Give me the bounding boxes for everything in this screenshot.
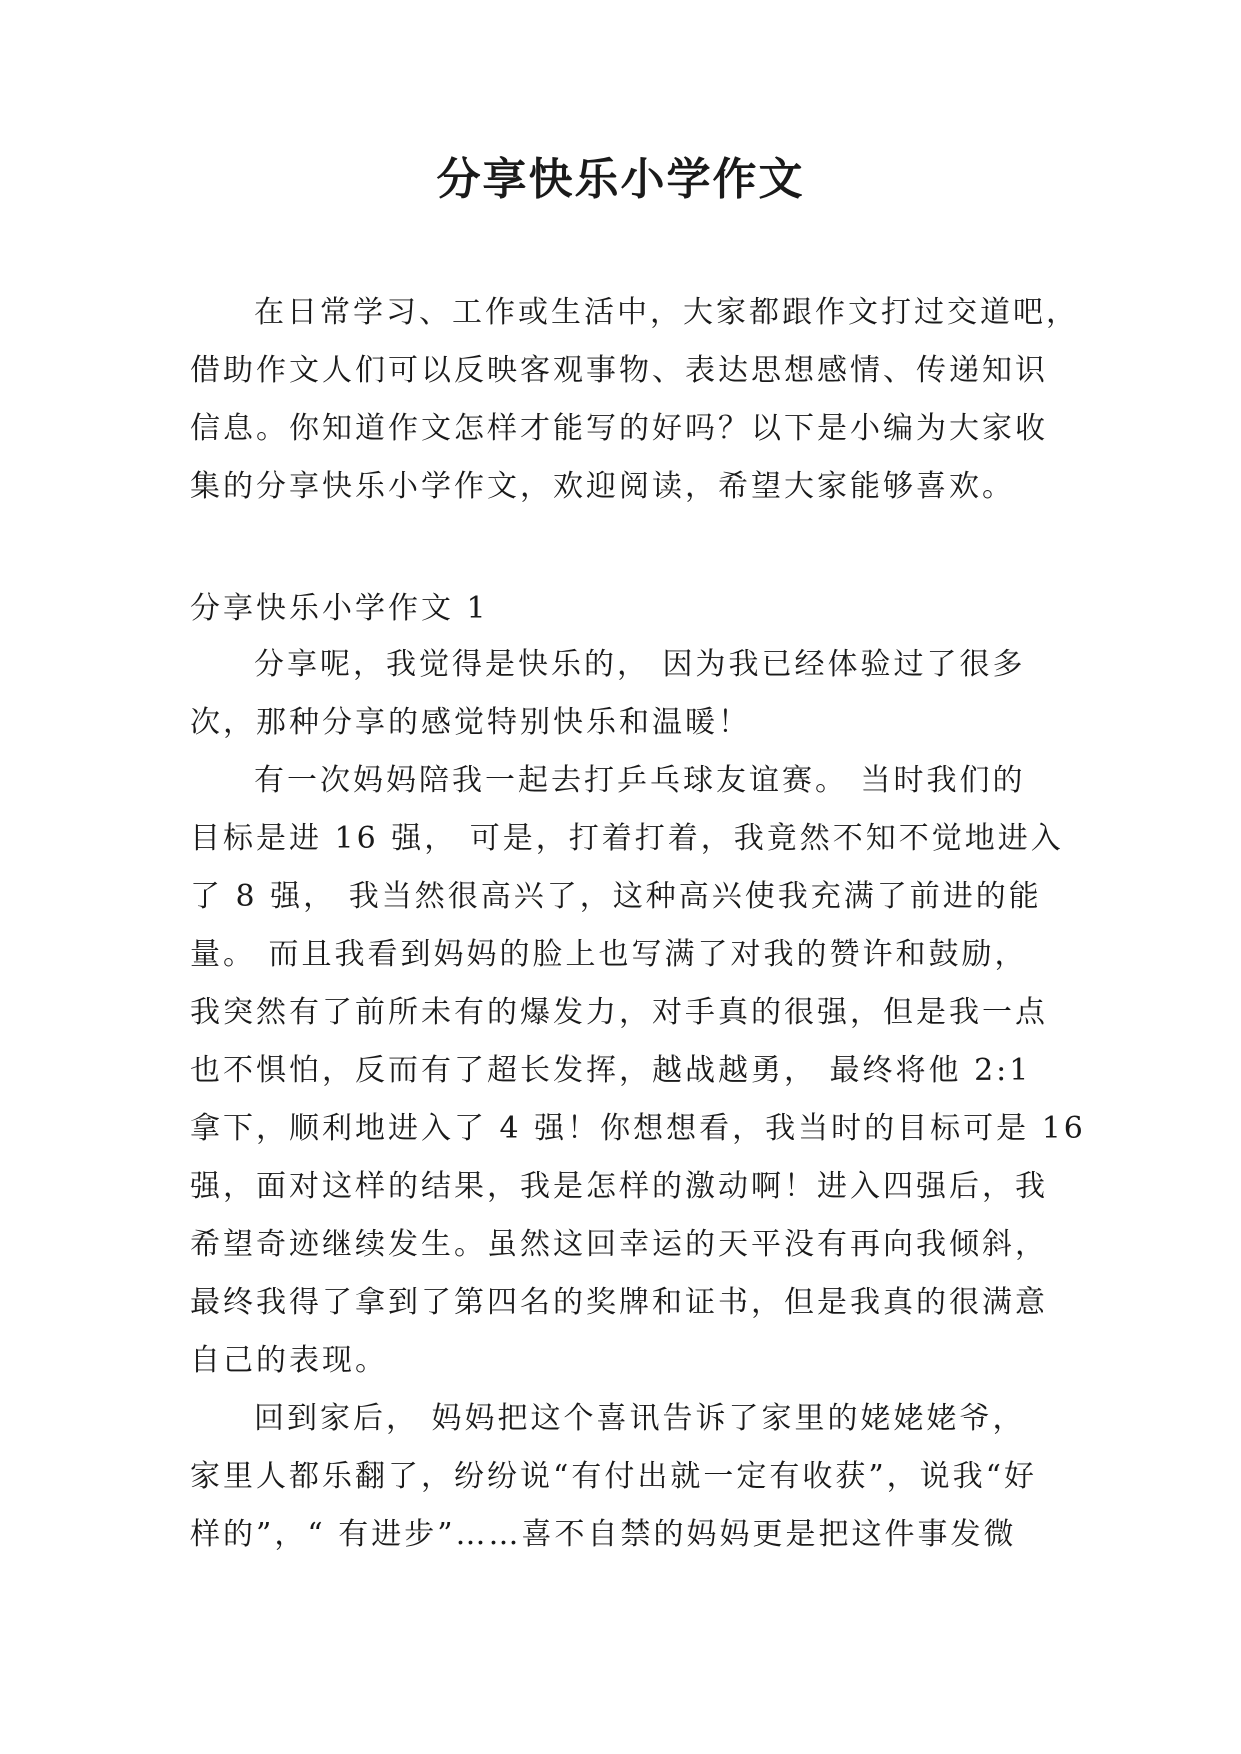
essay-line: 量。 而且我看到妈妈的脸上也写满了对我的赞许和鼓励， — [190, 937, 1028, 972]
intro-line: 在日常学习、工作或生活中，大家都跟作文打过交道吧， — [254, 295, 1079, 330]
essay-line: 最终我得了拿到了第四名的奖牌和证书，但是我真的很满意 — [190, 1285, 1048, 1320]
intro-line: 借助作文人们可以反映客观事物、表达思想感情、传递知识 — [190, 353, 1048, 388]
essay-line: 了 8 强， 我当然很高兴了，这种高兴使我充满了前进的能 — [190, 879, 1042, 914]
section-heading: 分享快乐小学作文 1 — [190, 591, 489, 626]
essay-line: 希望奇迹继续发生。虽然这回幸运的天平没有再向我倾斜， — [190, 1227, 1048, 1262]
essay-line: 目标是进 16 强， 可是，打着打着，我竟然不知不觉地进入 — [190, 821, 1064, 856]
essay-line: 我突然有了前所未有的爆发力，对手真的很强，但是我一点 — [190, 995, 1048, 1030]
essay-line: 分享呢，我觉得是快乐的， 因为我已经体验过了很多 — [254, 647, 1026, 682]
essay-line: 样的”，“ 有进步”……喜不自禁的妈妈更是把这件事发微 — [190, 1517, 1017, 1552]
document-title: 分享快乐小学作文 — [436, 154, 805, 205]
essay-line: 拿下，顺利地进入了 4 强！你想想看，我当时的目标可是 16 — [190, 1111, 1086, 1146]
essay-line: 自己的表现。 — [190, 1343, 388, 1378]
essay-line: 回到家后， 妈妈把这个喜讯告诉了家里的姥姥姥爷， — [254, 1401, 1026, 1436]
essay-line: 家里人都乐翻了，纷纷说“有付出就一定有收获”，说我“好 — [190, 1459, 1038, 1494]
essay-line: 强，面对这样的结果，我是怎样的激动啊！进入四强后，我 — [190, 1169, 1048, 1204]
essay-line: 次，那种分享的感觉特别快乐和温暖！ — [190, 705, 751, 740]
essay-body — [190, 636, 1086, 1564]
intro-paragraph — [190, 284, 1079, 516]
essay-line: 有一次妈妈陪我一起去打乒乓球友谊赛。 当时我们的 — [254, 763, 1026, 798]
intro-line: 集的分享快乐小学作文，欢迎阅读，希望大家能够喜欢。 — [190, 469, 1015, 504]
intro-line: 信息。你知道作文怎样才能写的好吗？以下是小编为大家收 — [190, 411, 1048, 446]
essay-line: 也不惧怕，反而有了超长发挥，越战越勇， 最终将他 2:1 — [190, 1053, 1032, 1088]
